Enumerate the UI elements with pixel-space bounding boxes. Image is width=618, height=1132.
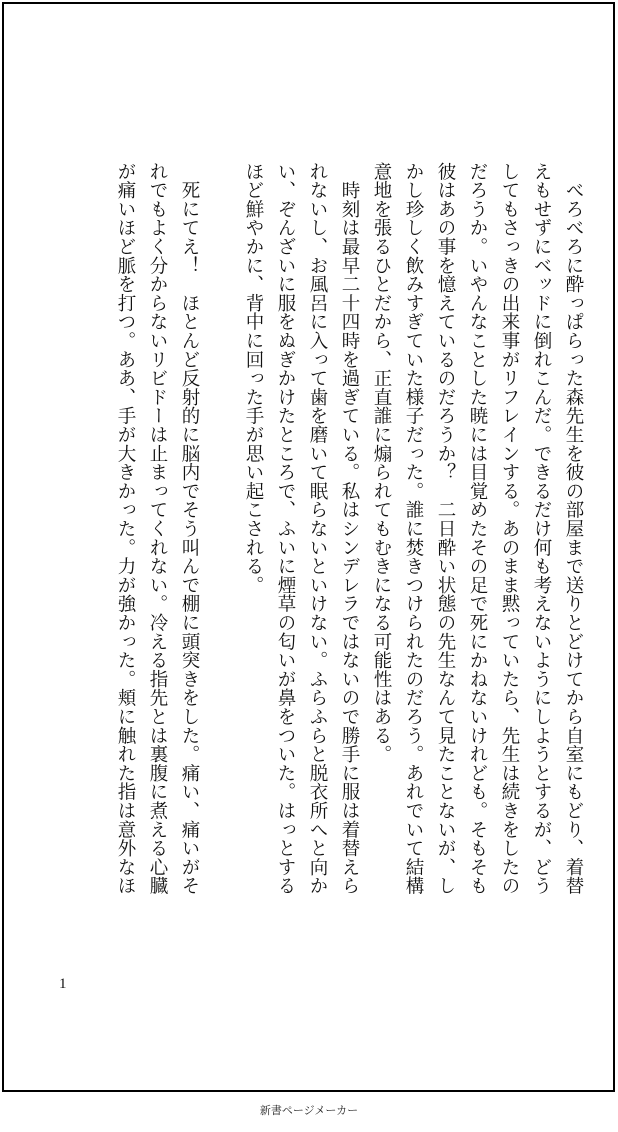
paragraph-2: 時刻は最早二十四時を過ぎている。私はシンデレラではないので勝手に服は着替えられないし、お風呂に入って歯を磨いて眠らないといけない。ふらふらと脱衣所へと向かい、ぞんざいに服をぬぎかけたところで、ふいに煙草の匂いが鼻をついた。はっとするほど鮮やかに、背中に回った手が思い起こされる。 bbox=[243, 162, 360, 896]
paragraph-1: べろべろに酔っぱらった森先生を彼の部屋まで送りとどけてから自室にもどり、着替えもせずにベッドに倒れこんだ。できるだけ何も考えないようにしようとするが、どうしてもさっきの出来事がリフレインする。あのまま黙っていたら、先生は続きをしたのだろうか。いやんなことした暁には目覚めたその足で死にかねないけれども。そもそも彼はあの事を憶えているのだろうか？ 二日酔い状態の先生なんて見たことないが、しかし珍しく飲みすぎていた様子だった。誰に焚きつけられたのだろう。あれでいて結構意地を張るひとだから、正直誰に煽られてもむきになる可能性はある。 bbox=[371, 162, 584, 896]
body-text bbox=[109, 162, 589, 902]
page-frame bbox=[2, 2, 615, 1092]
footer-caption: 新書ページメーカー bbox=[259, 1104, 359, 1117]
paragraph-3: 死にてえ！ ほとんど反射的に脳内でそう叫んで棚に頭突きをした。痛い、痛いがそれでもよく分からないリビドーは止まってくれない。冷える指先とは裏腹に煮える心臓が痛いほど脈を打つ。ああ、手が大きかった。力が強かった。頬に触れた指は意外なほ bbox=[115, 162, 200, 896]
page-number: 1 bbox=[59, 976, 67, 992]
